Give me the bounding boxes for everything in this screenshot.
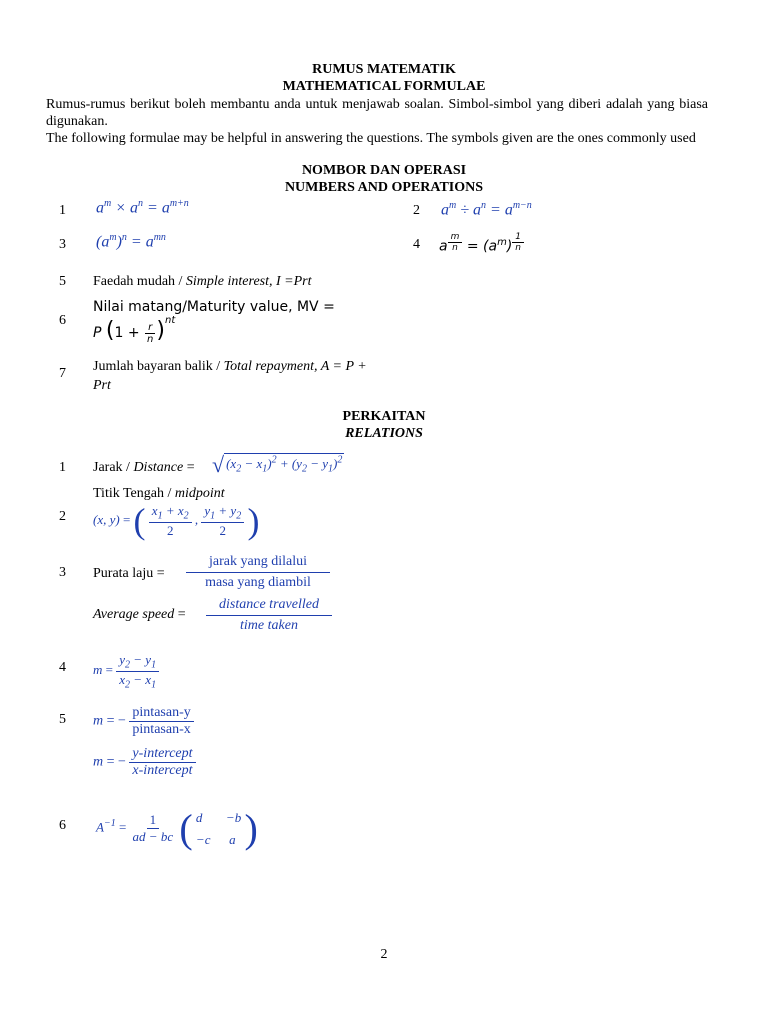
intro-english: The following formulae may be helpful in answering the questions. The symbols given are the ones commonly used	[46, 131, 696, 146]
formula-number: 1	[59, 203, 66, 218]
simple-interest-formula	[93, 274, 312, 290]
distance-label: Jarak / Distance =	[93, 460, 195, 475]
total-repayment-label-malay: Jumlah bayaran balik /	[93, 359, 224, 374]
formula-number: 6	[59, 313, 66, 328]
formula-power-of-power: $(a^m)^n = a^{mn}$	[96, 232, 166, 251]
formula-number: 2	[59, 509, 66, 524]
intercept-denominator-malay: pintasan-x	[132, 722, 191, 737]
simple-interest-label-english: Simple interest	[185, 274, 269, 289]
simple-interest-label-malay: Faedah mudah /	[93, 274, 186, 289]
formula-number: 3	[59, 565, 66, 580]
formula-number: 5	[59, 274, 66, 289]
formula-number: 3	[59, 237, 66, 252]
formula-number: 1	[59, 460, 66, 475]
intercept-denominator-english: x-intercept	[132, 763, 193, 778]
formula-power-product: $a^m \times a^n = a^{m+n}$	[96, 198, 189, 217]
average-speed-denominator-english: time taken	[240, 618, 298, 633]
formula-number: 4	[413, 237, 420, 252]
intercept-numerator-malay: pintasan-y	[129, 705, 193, 722]
gradient-intercept-english: m = − $\frac{\text{y-intercept}}{\text{x-intercept}}$	[93, 746, 196, 779]
numbers-heading-english: NUMBERS AND OPERATIONS	[284, 180, 484, 195]
distance-label-english: Distance	[133, 460, 184, 475]
average-speed-label-english: Average speed =	[93, 607, 186, 622]
intercept-numerator-english: y-intercept	[129, 746, 195, 763]
formula-number: 4	[59, 660, 66, 675]
average-speed-label-malay: Purata laju =	[93, 566, 165, 581]
numbers-heading-malay: NOMBOR DAN OPERASI	[301, 163, 467, 178]
average-speed-fraction-malay	[186, 554, 330, 591]
total-repayment-formula	[93, 357, 413, 395]
midpoint-label-malay: Titik Tengah /	[93, 486, 175, 501]
total-repayment-label-english: Total repayment, A = P +	[223, 359, 367, 374]
average-speed-numerator-english: distance travelled	[206, 597, 332, 616]
distance-formula: √ $(x_2 - x_1)^2 + (y_2 - y_1)^2$	[212, 452, 343, 477]
simple-interest-equation: , I =Prt	[269, 274, 312, 289]
formula-power-quotient: $a^m \div a^n = a^{m-n}$	[441, 200, 532, 219]
average-speed-numerator-malay: jarak yang dilalui	[186, 554, 330, 573]
midpoint-formula: (x, y) = ( $\frac{x_1 + x_2}{2}$ , $\frac{y_1 + y_2}{2}$ )	[93, 501, 260, 541]
gradient-formula: m = $\frac{y_2 - y_1}{x_2 - x_1}$	[93, 652, 159, 690]
distance-label-malay: Jarak /	[93, 460, 134, 475]
total-repayment-continuation: Prt	[93, 378, 111, 393]
relations-heading-malay: PERKAITAN	[342, 409, 426, 424]
title-malay: RUMUS MATEMATIK	[312, 62, 456, 77]
maturity-value-equation: P (1 + $\frac{r}{n}$ )$^{nt}$	[93, 315, 176, 345]
gradient-intercept-malay: m = − $\frac{\text{pintasan-y}}{\text{pintasan-x}}$	[93, 705, 194, 738]
intro-malay: Rumus-rumus berikut boleh membantu anda untuk menjawab soalan. Simbol-simbol yang diberi adalah yang biasa digunakan.	[46, 97, 708, 129]
maturity-value-label: Nilai matang/Maturity value, MV =	[93, 299, 335, 315]
page-number: 2	[380, 947, 388, 962]
formula-number: 6	[59, 818, 66, 833]
formula-number: 7	[59, 366, 66, 381]
formula-fractional-power: a $^{\frac{m}{n}}$ = $(a^m)$ $^{\frac{1}{n}}$	[439, 232, 524, 255]
inverse-matrix-formula: $A^{-1}$ = $\frac{1}{ad - bc}$ ( d −b −c a )	[96, 806, 258, 851]
formula-number: 5	[59, 712, 66, 727]
midpoint-label-english: midpoint	[174, 486, 225, 501]
relations-heading-english: RELATIONS	[345, 426, 423, 441]
average-speed-fraction-english	[206, 597, 332, 634]
formula-number: 2	[413, 203, 420, 218]
title-english: MATHEMATICAL FORMULAE	[282, 79, 486, 94]
average-speed-denominator-malay: masa yang diambil	[205, 575, 311, 590]
